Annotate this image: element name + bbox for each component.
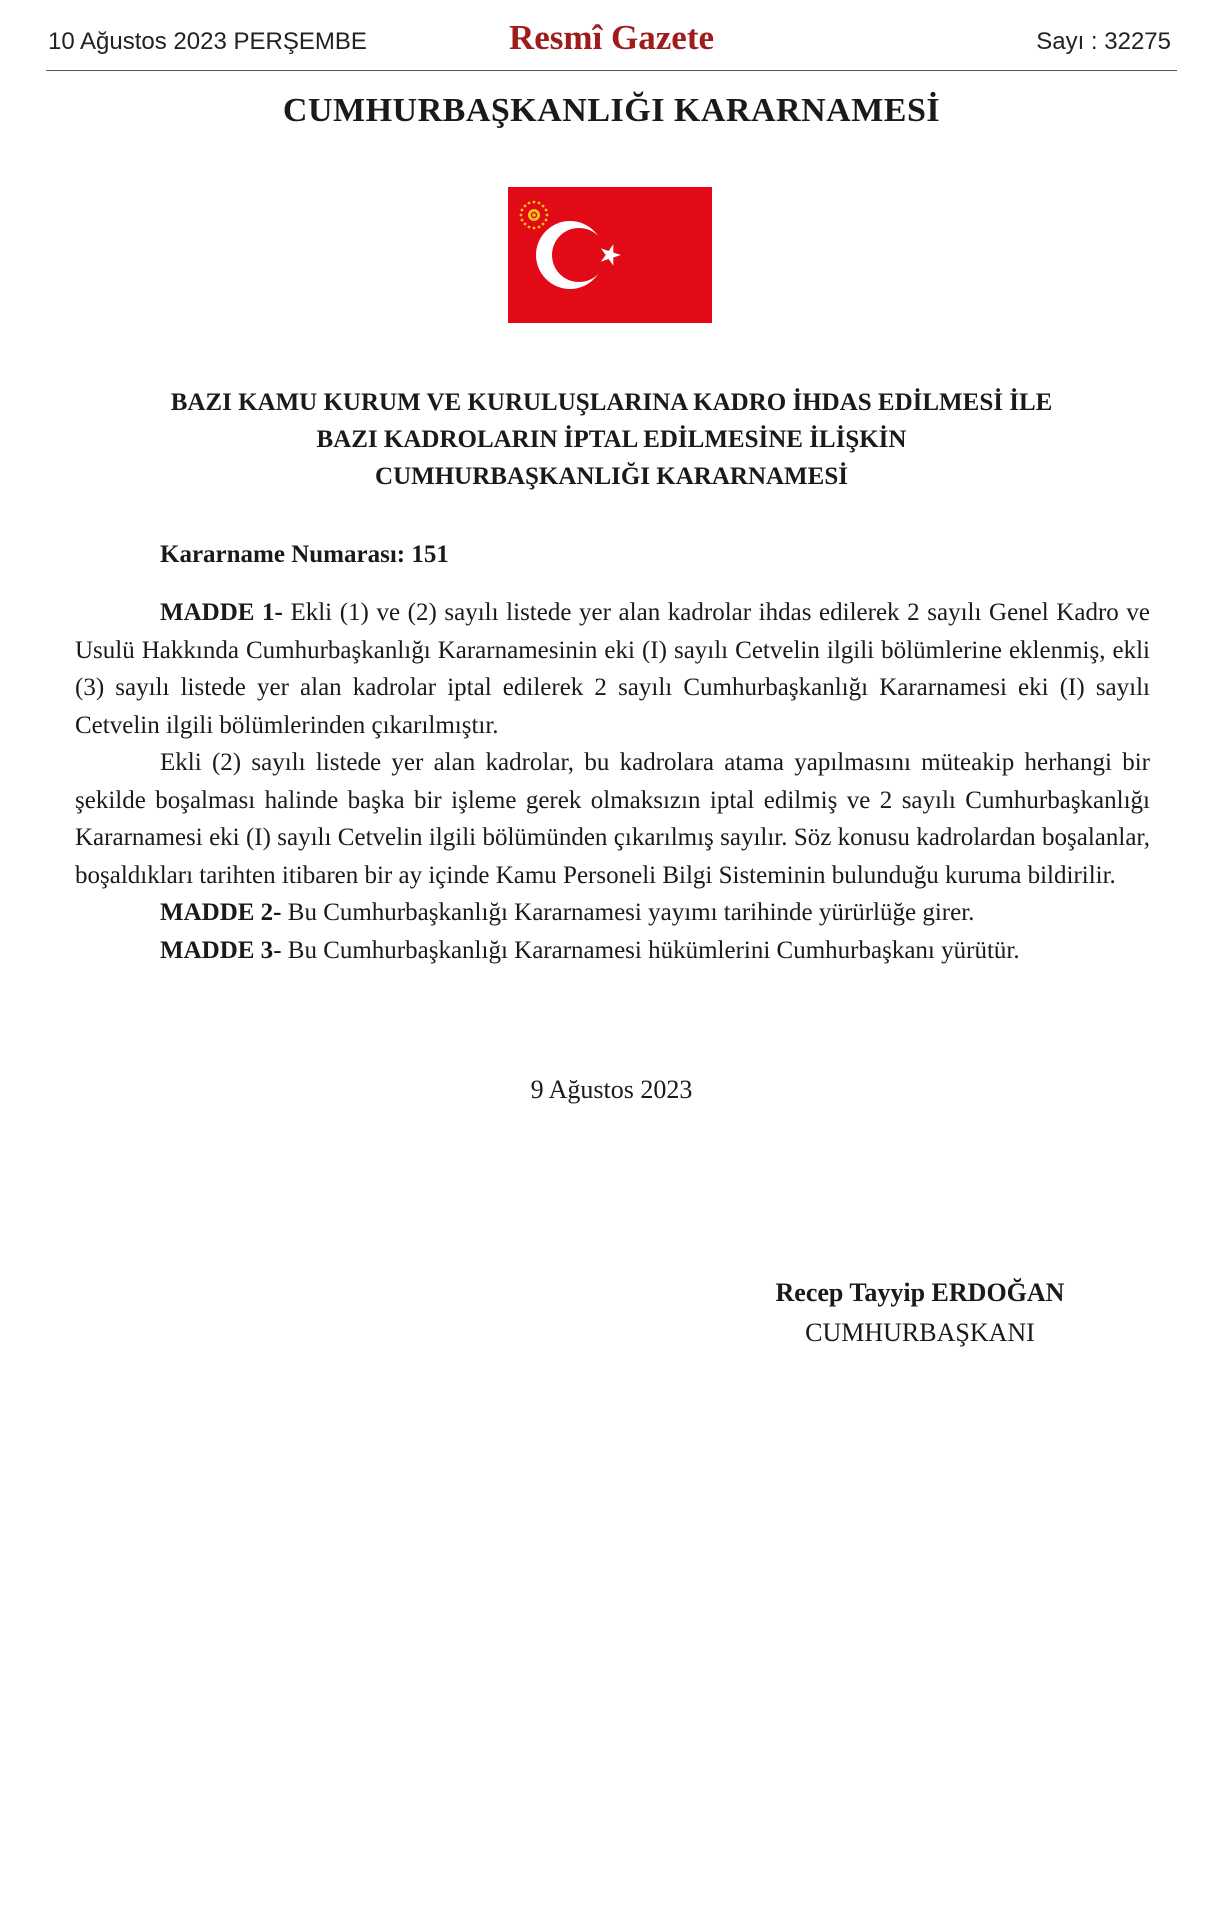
gazette-name: Resmî Gazete [508,18,715,57]
signatory-block [720,1273,1120,1353]
article-paragraph [75,932,1150,970]
decree-number: Kararname Numarası: 151 [160,541,449,568]
article-label: MADDE 1- [160,599,283,626]
gazette-header [46,18,1177,71]
article-paragraph [75,594,1150,744]
decree-title [0,384,1223,495]
signatory-name: Recep Tayyip ERDOĞAN [775,1278,1065,1307]
article-text: Ekli (2) sayılı listede yer alan kadrolar, bu kadrolara atama yapılmasını müteakip herhangi bir şekilde boşalması halinde başka bir işleme gerek olmaksızın iptal edilmiş ve 2 sayılı Cumhurbaşkanlığı Kararnamesi eki (I) sayılı Cetvelin ilgili bölümünden çıkarılmış sayılır. Söz konusu kadrolardan boşalanlar, boşaldıkları tarihten itibaren bir ay içinde Kamu Personeli Bilgi Sisteminin bulunduğu kuruma bildirilir. [75,749,1150,889]
decree-title-line: CUMHURBAŞKANLIĞI KARARNAMESİ [375,463,848,490]
signing-date: 9 Ağustos 2023 [530,1075,693,1104]
decree-title-line: BAZI KADROLARIN İPTAL EDİLMESİNE İLİŞKİN [316,426,907,453]
decree-title-line: BAZI KAMU KURUM VE KURULUŞLARINA KADRO İHDAS EDİLMESİ İLE [170,389,1053,416]
article-paragraph [75,744,1150,894]
issue-number: Sayı : 32275 [1036,28,1171,55]
article-paragraph [75,894,1150,932]
article-text: Ekli (1) ve (2) sayılı listede yer alan kadrolar ihdas edilerek 2 sayılı Genel Kadro ve Usulü Hakkında Cumhurbaşkanlığı Kararnamesinin eki (I) sayılı Cetvelin ilgili bölümlerine eklenmiş, ekli (3) sayılı listede yer alan kadrolar iptal edilerek 2 sayılı Cumhurbaşkanlığı Kararnamesi eki (I) sayılı Cetvelin ilgili bölümlerinden çıkarılmıştır. [75,599,1150,739]
turkish-presidential-flag-icon [508,187,712,323]
signatory-title: CUMHURBAŞKANI [805,1318,1035,1347]
article-text: - Bu Cumhurbaşkanlığı Kararnamesi hükümlerini Cumhurbaşkanı yürütür. [273,936,1020,964]
main-title: CUMHURBAŞKANLIĞI KARARNAMESİ [282,92,941,129]
article-text: Bu Cumhurbaşkanlığı Kararnamesi yayımı tarihinde yürürlüğe girer. [281,899,975,926]
decree-body [75,594,1150,969]
article-label: MADDE 3 [160,936,274,964]
article-label: MADDE 2- [160,899,282,926]
publication-date: 10 Ağustos 2023 PERŞEMBE [48,28,367,55]
